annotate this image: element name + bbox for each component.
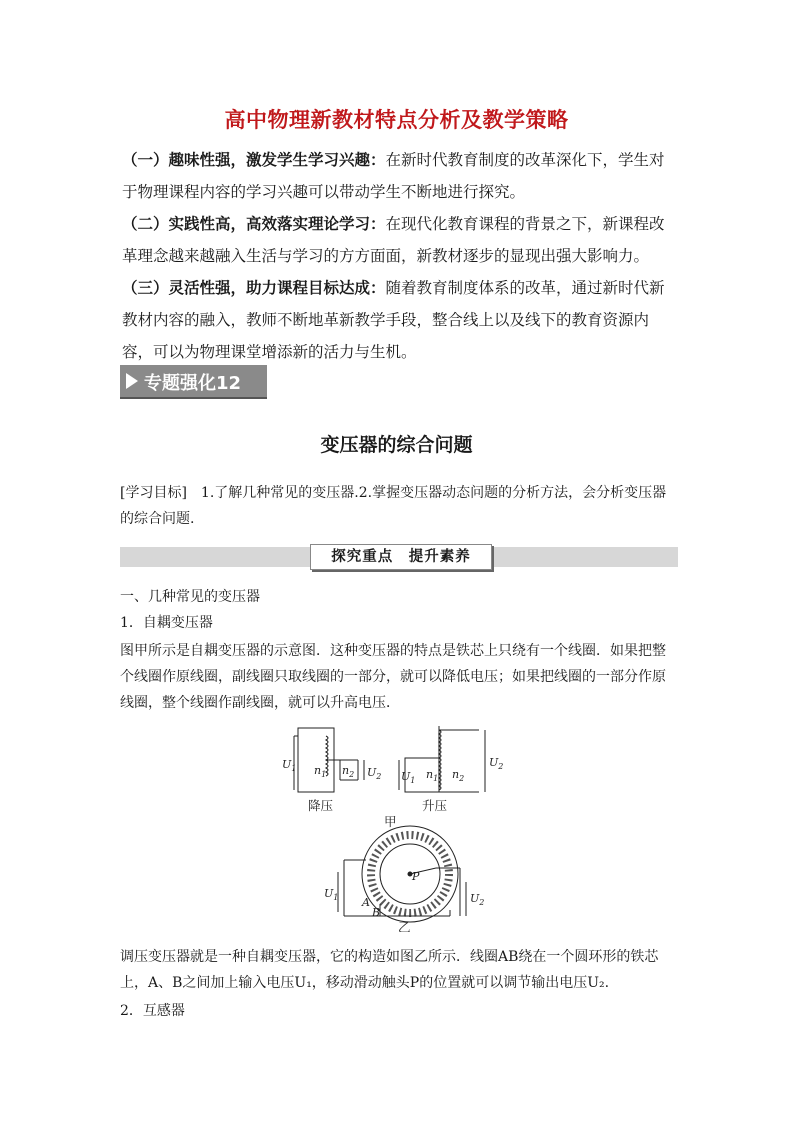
intro-head-2: （二）实践性高，高效落实理论学习： [122, 215, 386, 233]
point-a-label: A [362, 896, 370, 909]
svg-text:U1 [324, 887, 338, 902]
point-b-label: B [372, 906, 381, 919]
n1-label-left: n [314, 764, 322, 777]
svg-text:n2 [342, 764, 354, 779]
u1-sub-left: 1 [291, 764, 297, 773]
svg-text:U2 [367, 766, 381, 781]
svg-text:U1 [401, 770, 415, 785]
paragraph-regulating-transformer: 调压变压器就是一种自耦变压器，它的构造如图乙所示．线圈AB绕在一个圆环形的铁芯上，A、B之间加上输入电压U₁，移动滑动触头P的位置就可以调节输出电压U₂. [120, 949, 659, 991]
band-label: 探究重点 提升素养 [310, 544, 492, 570]
intro-text-1: 在新时代教育制度的改革深化下，学生对于物理课程内容的学习兴趣可以带动学生不断地进行探究。 [122, 151, 665, 201]
step-up-label: 升压 [422, 798, 448, 813]
u1-label-left: U [282, 758, 292, 771]
stepdown-coil [326, 736, 328, 776]
n2-label-right: n [452, 768, 460, 781]
n1-label-right: n [426, 768, 434, 781]
banner-label: 专题强化12 [144, 373, 242, 394]
section-band [120, 547, 678, 567]
u2-label-right: U [489, 756, 499, 769]
figure-b-label: 乙 [398, 920, 411, 932]
topic-banner [120, 365, 267, 399]
section-title: 变压器的综合问题 [320, 434, 473, 456]
u1-label-right: U [401, 770, 411, 783]
n2-label-left: n [342, 764, 350, 777]
play-arrow-icon [126, 373, 138, 389]
n1-sub-right: 1 [433, 774, 439, 783]
svg-text:n2 [452, 768, 464, 783]
u2-sub-left: 2 [376, 772, 382, 781]
n2-sub-left: 2 [349, 770, 355, 779]
intro-head-3: （三）灵活性强，助力课程目标达成： [122, 279, 386, 297]
step-down-label: 降压 [308, 798, 334, 813]
u1-sub-toroid: 1 [333, 893, 339, 902]
intro-paragraph-1 [122, 144, 677, 208]
u2-sub-right: 2 [498, 762, 504, 771]
intro-paragraph-2 [122, 208, 677, 272]
u1-sub-right: 1 [410, 776, 416, 785]
u1-label-toroid: U [324, 887, 334, 900]
point-p-label: P [412, 870, 420, 883]
intro-paragraph-3 [122, 272, 677, 368]
heading-common-transformers: 一、几种常见的变压器 [120, 589, 260, 605]
paragraph-autotransformer: 图甲所示是自耦变压器的示意图．这种变压器的特点是铁芯上只绕有一个线圈．如果把整个线圈作原线圈，副线圈只取线圈的一部分，就可以降低电压；如果把线圈的一部分作原线圈，整个线圈作副线圈，就可以升高电压． [120, 643, 666, 711]
autotransformer-figure [280, 722, 520, 932]
svg-text:n1 [426, 768, 438, 783]
page-title: 高中物理新教材特点分析及教学策略 [224, 108, 569, 132]
svg-text:U2 [489, 756, 503, 771]
figure-a-label: 甲 [384, 814, 397, 829]
u2-label-left: U [367, 766, 377, 779]
n1-sub-left: 1 [321, 770, 327, 779]
heading-mutual-inductor: 2．互感器 [120, 1003, 185, 1019]
u2-label-toroid: U [470, 892, 480, 905]
u2-sub-toroid: 2 [479, 898, 485, 907]
learning-goals: [学习目标] 1.了解几种常见的变压器.2.掌握变压器动态问题的分析方法，会分析变压器的综合问题. [120, 485, 667, 527]
heading-autotransformer: 1．自耦变压器 [120, 615, 213, 631]
n2-sub-right: 2 [459, 774, 465, 783]
intro-head-1: （一）趣味性强，激发学生学习兴趣： [122, 151, 386, 169]
intro-text-3: 随着教育制度体系的改革，通过新时代新教材内容的融入，教师不断地革新教学手段，整合线上以及线下的教育资源内容，可以为物理课堂增添新的活力与生机。 [122, 279, 665, 361]
svg-text:U2 [470, 892, 484, 907]
svg-text:n1 [314, 764, 326, 779]
intro-text-2: 在现代化教育课程的背景之下，新课程改革理念越来越融入生活与学习的方方面面，新教材逐步的显现出强大影响力。 [122, 215, 665, 265]
